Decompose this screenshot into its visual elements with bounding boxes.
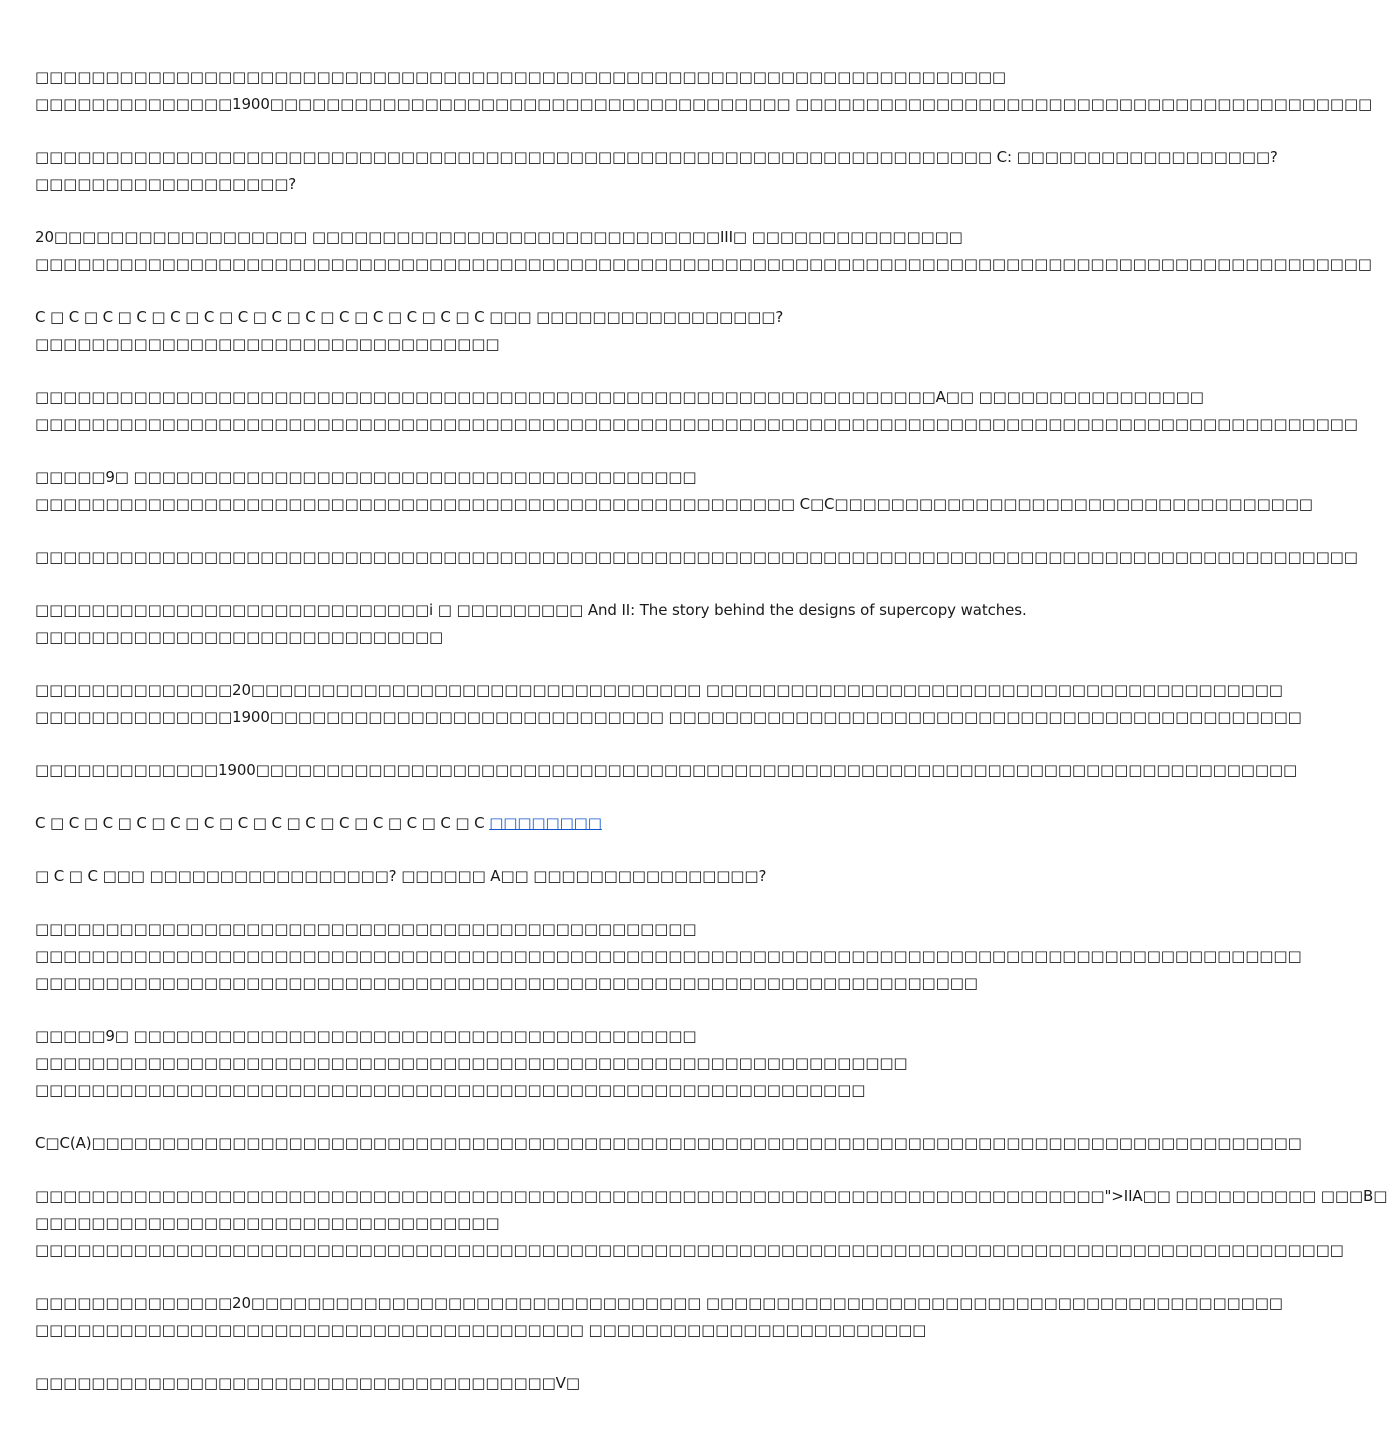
text-line: □□□□□□□□□□□□□□□□□□□□□□□□□□□□□□□□□□□□□□□□□□□□□□□□□□□□□□□□□□□□□□□□□□□□□□□□□□□□□□□□□□□□□□□□□□□□□□ <box>35 415 1358 433</box>
paragraph <box>35 384 1358 438</box>
text-line: □□□□□□□□□□□□□□□□□□□□□□□□□□□□□□□□□ <box>35 1214 500 1232</box>
text-line: □□□□□□□□□□□□□□□□□□□□□□□□□□□□□□□□□□□□□□□□□□□□□□□□□□□□□□□□□□□□□□ <box>35 1054 908 1072</box>
paragraph <box>35 1290 1283 1344</box>
text-line: □□□□□9□ □□□□□□□□□□□□□□□□□□□□□□□□□□□□□□□□□□□□□□□□ <box>35 1027 697 1045</box>
paragraph <box>35 916 1302 997</box>
text-line: □□□□□□□□□□□□□1900□□□□□□□□□□□□□□□□□□□□□□□□□□□□□□□□□□□□□□□□□□□□□□□□□□□□□□□□□□□□□□□□□□□□□□□□□□ <box>35 761 1298 779</box>
text-line: □□□□□□□□□□□□□□□□□□□□□□□□□□□□□□□□□□□□□□□□□□□□□□□□□□□□□□□□□□□□□□□□□□□□□ <box>35 68 1006 86</box>
text-line: □□□□□□□□□□□□□□□□□□□□□□□□□□□□i □ □□□□□□□□□ And II: The story behind the designs of supercopy watches. <box>35 601 1027 619</box>
document-body <box>35 64 1387 1423</box>
paragraph <box>35 757 1298 784</box>
text-line: C□C(A)□□□□□□□□□□□□□□□□□□□□□□□□□□□□□□□□□□□□□□□□□□□□□□□□□□□□□□□□□□□□□□□□□□□□□□□□□□□□□□□□□□□□□□ <box>35 1134 1302 1152</box>
text-line: □□□□□□□□□□□□□□□□□□□□□□□□□□□□□□□□□□□□□V□ <box>35 1374 580 1392</box>
paragraph <box>35 224 1372 278</box>
paragraph <box>35 144 1278 198</box>
text-line: □□□□□□□□□□□□□□□□□□□□□□□□□□□□□□□□□□□□□□□□□□□□□□□□□□□□□□□□□□□□□□□□□□□□□□□□□□□□□□□□□□□□□□□□□□□□□ <box>35 1241 1344 1259</box>
text-line: □ C □ C □□□ □□□□□□□□□□□□□□□□□? □□□□□□ A□□ □□□□□□□□□□□□□□□□? <box>35 867 767 885</box>
paragraph <box>35 64 1373 118</box>
paragraph <box>35 1183 1387 1264</box>
paragraph <box>35 1130 1302 1157</box>
text-line: □□□□□□□□□□□□□□20□□□□□□□□□□□□□□□□□□□□□□□□□□□□□□□□ □□□□□□□□□□□□□□□□□□□□□□□□□□□□□□□□□□□□□□□□□ <box>35 1294 1283 1312</box>
text-line: □□□□□9□ □□□□□□□□□□□□□□□□□□□□□□□□□□□□□□□□□□□□□□□□ <box>35 468 697 486</box>
text-line: □□□□□□□□□□□□□□□□□□□□□□□□□□□□□□□□□□□□□□□□□□□□□□□□□□□□□□ C□C□□□□□□□□□□□□□□□□□□□□□□□□□□□□□□□□□□ <box>35 495 1313 513</box>
text-line: □□□□□□□□□□□□□□□□□□□□□□□□□□□□□□□□□□□□□□□□□□□□□□□□□□□□□□□□□□□□□□□□□□□□□□□□□□□□□□□□□□□□□□□□□□ <box>35 947 1302 965</box>
text-line: □□□□□□□□□□□□□□□□□□□□□□□□□□□□□□□□□□□□□□□□□□□□□□□□□□□□□□□□□□□□□□□□□□□ <box>35 974 978 992</box>
paragraph <box>35 677 1302 731</box>
text-line: □□□□□□□□□□□□□□□□□□? <box>35 175 297 193</box>
text-line: □□□□□□□□□□□□□□□□□□□□□□□□□□□□□□□□□□□□□□□□□□□□□□□□□□□□□□□□□□□□□□□□□□□□□□□□□□□□□□□□□□□□□□□□□□□□□□ <box>35 548 1358 566</box>
text-line: □□□□□□□□□□□□□□□□□□□□□□□□□□□□□□□□□ <box>35 335 500 353</box>
text-line: □□□□□□□□□□□□□□□□□□□□□□□□□□□□□□□□□□□□□□□ □□□□□□□□□□□□□□□□□□□□□□□□ <box>35 1321 927 1339</box>
text-line: □□□□□□□□□□□□□□20□□□□□□□□□□□□□□□□□□□□□□□□□□□□□□□□ □□□□□□□□□□□□□□□□□□□□□□□□□□□□□□□□□□□□□□□□□ <box>35 681 1283 699</box>
text-line: □□□□□□□□□□□□□□□□□□□□□□□□□□□□□□□□□□□□□□□□□□□□□□□ <box>35 920 697 938</box>
paragraph <box>35 544 1358 571</box>
text-line: □□□□□□□□□□□□□□□□□□□□□□□□□□□□□□□□□□□□□□□□□□□□□□□□□□□□□□□□□□□ <box>35 1081 866 1099</box>
paragraph <box>35 1370 990 1397</box>
hyperlink[interactable]: □□□□□□□□ <box>489 814 602 832</box>
text-line: □□□□□□□□□□□□□□1900□□□□□□□□□□□□□□□□□□□□□□□□□□□□□□□□□□□□□ □□□□□□□□□□□□□□□□□□□□□□□□□□□□□□□□□□□□□□□□□ <box>35 95 1373 113</box>
paragraph <box>35 863 990 890</box>
text-fragment: C □ C □ C □ C □ C □ C □ C □ C □ C □ C □ C □ C □ C □ C <box>35 814 485 832</box>
text-line: □□□□□□□□□□□□□□□□□□□□□□□□□□□□□□□□□□□□□□□□□□□□□□□□□□□□□□□□□□□□□□□□□□□□ C: □□□□□□□□□□□□□□□□□□? <box>35 148 1278 166</box>
text-line: □□□□□□□□□□□□□□□□□□□□□□□□□□□□□□□□□□□□□□□□□□□□□□□□□□□□□□□□□□□□□□□□□□□□□□□□□□□□">IIA□□ □□□□□□□□□□ □□□B□ <box>35 1187 1387 1205</box>
text-line: □□□□□□□□□□□□□□1900□□□□□□□□□□□□□□□□□□□□□□□□□□□□ □□□□□□□□□□□□□□□□□□□□□□□□□□□□□□□□□□□□□□□□□□□□□ <box>35 708 1302 726</box>
paragraph <box>35 810 990 837</box>
text-line: □□□□□□□□□□□□□□□□□□□□□□□□□□□□□□□□□□□□□□□□□□□□□□□□□□□□□□□□□□□□□□□□A□□ □□□□□□□□□□□□□□□□ <box>35 388 1204 406</box>
paragraph <box>35 464 1313 518</box>
paragraph <box>35 304 990 358</box>
paragraph <box>35 597 1027 651</box>
text-line: 20□□□□□□□□□□□□□□□□□□ □□□□□□□□□□□□□□□□□□□□□□□□□□□□□III□ □□□□□□□□□□□□□□□ <box>35 228 963 246</box>
text-line <box>35 810 990 837</box>
text-line: C □ C □ C □ C □ C □ C □ C □ C □ C □ C □ C □ C □ C □ C □□□ □□□□□□□□□□□□□□□□□? <box>35 308 784 326</box>
text-line: □□□□□□□□□□□□□□□□□□□□□□□□□□□□□□□□□□□□□□□□□□□□□□□□□□□□□□□□□□□□□□□□□□□□□□□□□□□□□□□□□□□□□□□□□□□□□□□ <box>35 255 1372 273</box>
paragraph <box>35 1023 990 1104</box>
text-line: □□□□□□□□□□□□□□□□□□□□□□□□□□□□□ <box>35 628 444 646</box>
